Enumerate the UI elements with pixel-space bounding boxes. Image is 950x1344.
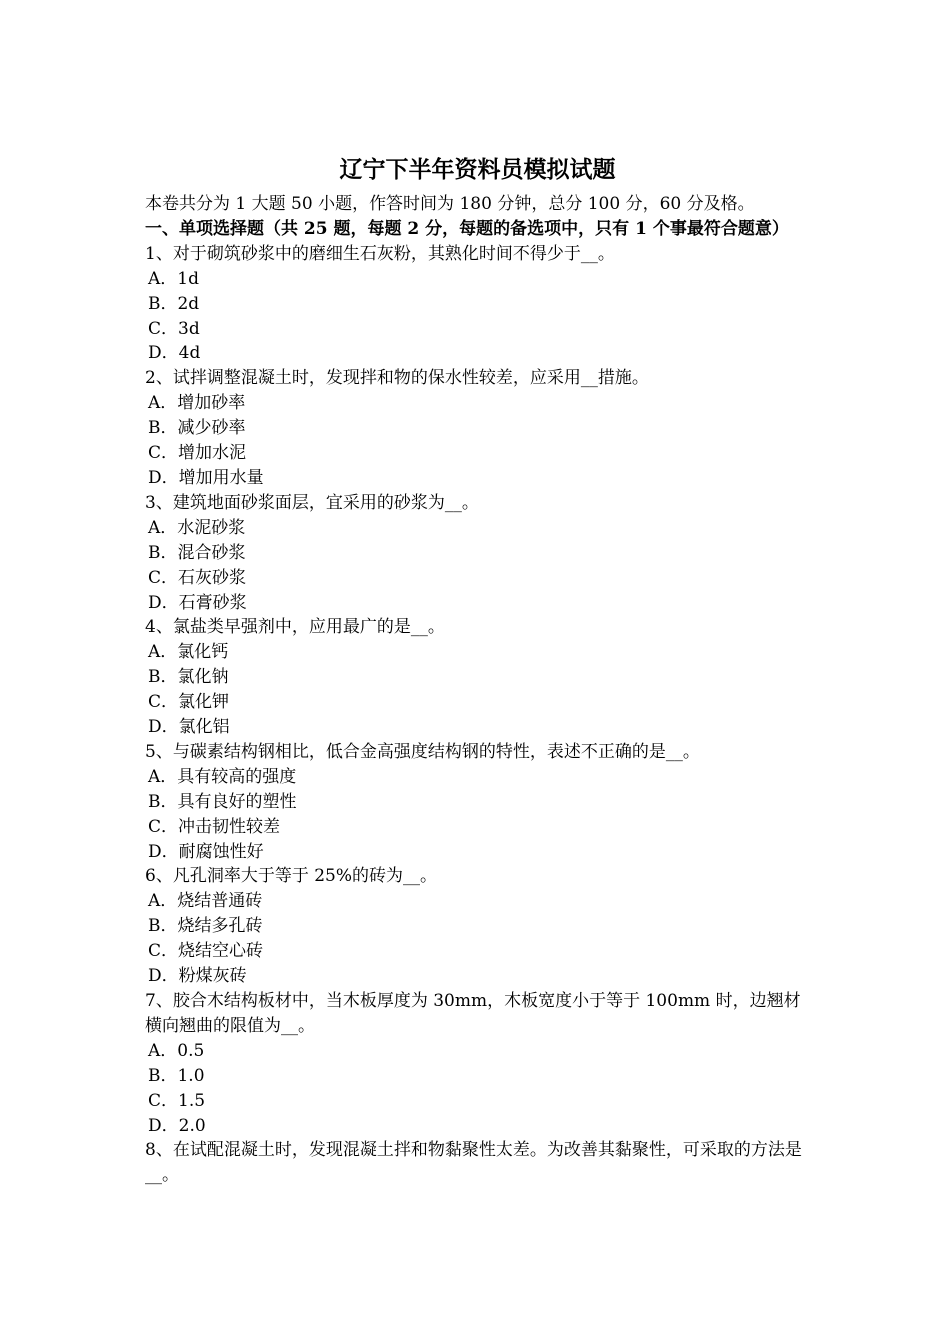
option-b: B．混合砂浆: [148, 542, 246, 563]
option-c: C．增加水泥: [148, 443, 247, 464]
question-8: [145, 1138, 810, 1188]
question-4: [145, 615, 810, 740]
option-d: D．2.0: [148, 1115, 206, 1136]
question-3: [145, 491, 810, 616]
option-d: D．增加用水量: [148, 467, 264, 488]
option-a: A．氯化钙: [148, 642, 229, 663]
question-5: [145, 740, 810, 865]
option-c: C．1.5: [148, 1090, 206, 1111]
question-7: [145, 989, 810, 1138]
option-d: D．4d: [148, 343, 201, 364]
question-list: [145, 242, 810, 1188]
question-text: 3、建筑地面砂浆面层，宜采用的砂浆为__。: [145, 492, 479, 513]
option-c: C．烧结空心砖: [148, 941, 264, 962]
option-c: C．冲击韧性较差: [148, 816, 281, 837]
document-page: [145, 150, 810, 1188]
question-6: [145, 864, 810, 989]
option-b: B．氯化钠: [148, 667, 229, 688]
option-d: D．耐腐蚀性好: [148, 841, 264, 862]
document-title: 辽宁下半年资料员模拟试题: [339, 156, 616, 183]
option-a: A．1d: [148, 268, 199, 289]
option-b: B．具有良好的塑性: [148, 791, 297, 812]
exam-intro: 本卷共分为 1 大题 50 小题，作答时间为 180 分钟，总分 100 分，60 分及格。: [145, 194, 755, 214]
question-text: 6、凡孔洞率大于等于 25%的砖为__。: [145, 866, 438, 887]
option-a: A．烧结普通砖: [148, 891, 263, 912]
option-d: D．氯化铝: [148, 717, 230, 738]
option-c: C．石灰砂浆: [148, 567, 247, 588]
option-a: A．水泥砂浆: [148, 517, 246, 538]
question-text: 2、试拌调整混凝土时，发现拌和物的保水性较差，应采用__措施。: [145, 368, 649, 389]
question-text: 4、氯盐类早强剂中，应用最广的是__。: [145, 617, 445, 638]
question-text: 5、与碳素结构钢相比，低合金高强度结构钢的特性，表述不正确的是__。: [145, 741, 700, 762]
question-text: 8、在试配混凝土时，发现混凝土拌和物黏聚性太差。为改善其黏聚性，可采取的方法是__。: [145, 1140, 802, 1186]
question-text: 1、对于砌筑砂浆中的磨细生石灰粉，其熟化时间不得少于__。: [145, 243, 615, 264]
option-c: C．3d: [148, 318, 200, 339]
question-2: [145, 366, 810, 491]
option-b: B．2d: [148, 293, 200, 314]
option-b: B．1.0: [148, 1065, 205, 1086]
option-d: D．粉煤灰砖: [148, 966, 247, 987]
option-b: B．减少砂率: [148, 418, 246, 439]
option-c: C．氯化钾: [148, 692, 230, 713]
question-text: 7、胶合木结构板材中，当木板厚度为 30mm，木板宽度小于等于 100mm 时，边翘材横向翘曲的限值为__。: [145, 991, 801, 1036]
option-a: A．增加砂率: [148, 393, 246, 414]
option-a: A．具有较高的强度: [148, 766, 297, 787]
option-b: B．烧结多孔砖: [148, 916, 263, 937]
question-1: [145, 242, 810, 367]
section-heading: 一、单项选择题（共 25 题，每题 2 分，每题的备选项中，只有 1 个事最符合题意）: [145, 218, 789, 239]
option-a: A．0.5: [148, 1040, 205, 1061]
option-d: D．石膏砂浆: [148, 592, 247, 613]
